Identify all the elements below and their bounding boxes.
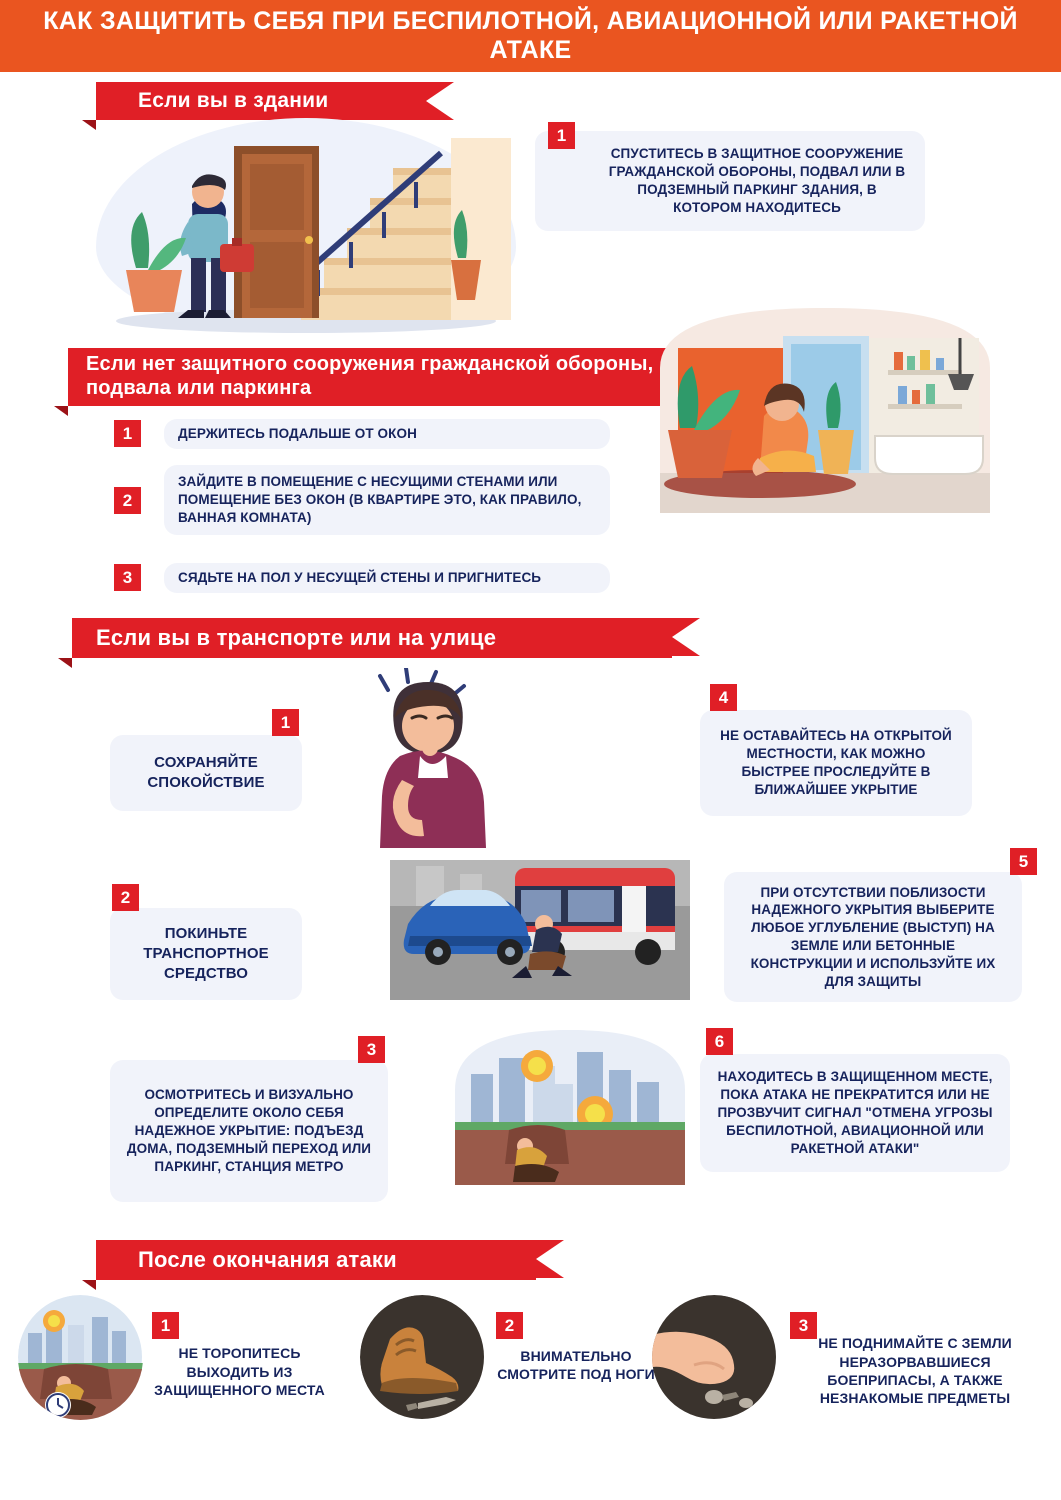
ribbon-tail bbox=[58, 658, 72, 668]
step-number-badge: 4 bbox=[710, 684, 737, 711]
woman-sitting-bathroom-svg bbox=[660, 308, 990, 513]
ribbon-tail bbox=[82, 1280, 96, 1290]
step-card-text: ВНИМАТЕЛЬНО СМОТРИТЕ ПОД НОГИ bbox=[497, 1347, 655, 1382]
worried-woman-svg bbox=[360, 668, 520, 848]
step-number-badge: 2 bbox=[112, 884, 139, 911]
step-number-badge: 3 bbox=[790, 1312, 817, 1339]
woman-sitting-bathroom-illustration bbox=[660, 308, 990, 513]
step-card-text: НЕ ПОДНИМАЙТЕ С ЗЕМЛИ НЕРАЗОРВАВШИЕСЯ БОЕПРИПАСЫ, А ТАКЖЕ НЕЗНАКОМЫЕ ПРЕДМЕТЫ bbox=[818, 1335, 1012, 1407]
man-leaving-apartment-illustration bbox=[96, 118, 516, 333]
banner-after-attack bbox=[96, 1240, 536, 1280]
footer-spacer bbox=[0, 1456, 1061, 1500]
step-card-street-6 bbox=[700, 1054, 1010, 1172]
step-number-badge: 3 bbox=[114, 564, 141, 591]
ribbon-tail bbox=[54, 406, 68, 416]
step-card-text: НЕ ТОРОПИТЕСЬ ВЫХОДИТЬ ИЗ ЗАЩИЩЕННОГО МЕСТА bbox=[154, 1345, 325, 1399]
banner-in-building bbox=[96, 82, 426, 120]
banner-transport-street-label: Если вы в транспорте или на улице bbox=[96, 625, 497, 650]
step-card-text: ПОКИНЬТЕ ТРАНСПОРТНОЕ СРЕДСТВО bbox=[143, 925, 269, 982]
boot-munition-svg bbox=[360, 1295, 485, 1420]
step-card-street-3 bbox=[110, 1060, 388, 1202]
step-card-text: СПУСТИТЕСЬ В ЗАЩИТНОЕ СООРУЖЕНИЕ ГРАЖДАНСКОЙ ОБОРОНЫ, ПОДВАЛ ИЛИ В ПОДЗЕМНЫЙ ПАРКИНГ ЗДАНИЯ, В КОТОРОМ НАХОДИТЕСЬ bbox=[608, 146, 906, 215]
step-card-text: ДЕРЖИТЕСЬ ПОДАЛЬШЕ ОТ ОКОН bbox=[178, 426, 417, 442]
hand-reaching-munition-illustration bbox=[652, 1295, 777, 1420]
banner-after-attack-label: После окончания атаки bbox=[138, 1247, 397, 1272]
step-number-badge: 1 bbox=[548, 122, 575, 149]
step-card-street-5 bbox=[724, 872, 1022, 1002]
step-card-after-3 bbox=[790, 1326, 1040, 1416]
step-number-badge: 6 bbox=[706, 1028, 733, 1055]
page-header bbox=[0, 0, 1061, 72]
banner-no-shelter-label: Если нет защитного сооружения гражданской обороны, подвала или паркинга bbox=[86, 353, 654, 399]
person-in-trench-city-explosion-illustration bbox=[455, 1030, 685, 1185]
step-card-no-shelter-1 bbox=[164, 419, 610, 449]
step-card-street-2 bbox=[110, 908, 302, 1000]
step-card-in-building-1 bbox=[535, 131, 925, 231]
banner-no-shelter bbox=[68, 348, 668, 406]
step-card-no-shelter-3 bbox=[164, 563, 610, 593]
step-card-text: НАХОДИТЕСЬ В ЗАЩИЩЕННОМ МЕСТЕ, ПОКА АТАКА НЕ ПРЕКРАТИТСЯ ИЛИ НЕ ПРОЗВУЧИТ СИГНАЛ "ОТМЕНА УГРОЗЫ БЕСПИЛОТНОЙ, АВИАЦИОННОЙ ИЛИ РАКЕТНОЙ АТАКИ" bbox=[717, 1069, 993, 1156]
step-number-badge: 2 bbox=[496, 1312, 523, 1339]
banner-transport-street bbox=[72, 618, 672, 658]
boot-and-munition-illustration bbox=[360, 1295, 485, 1420]
man-leaving-apartment-svg bbox=[96, 118, 516, 333]
step-card-street-1 bbox=[110, 735, 302, 811]
shelter-clock-svg bbox=[18, 1295, 143, 1420]
step-card-text: НЕ ОСТАВАЙТЕСЬ НА ОТКРЫТОЙ МЕСТНОСТИ, КАК МОЖНО БЫСТРЕЕ ПРОСЛЕДУЙТЕ В БЛИЖАЙШЕЕ УКРЫТИЕ bbox=[720, 728, 952, 797]
step-number-badge: 1 bbox=[152, 1312, 179, 1339]
shelter-clock-illustration bbox=[18, 1295, 143, 1420]
person-leaving-car-bus-svg bbox=[390, 860, 690, 1000]
step-card-text: СОХРАНЯЙТЕ СПОКОЙСТВИЕ bbox=[147, 754, 265, 791]
step-number-badge: 2 bbox=[114, 487, 141, 514]
banner-in-building-label: Если вы в здании bbox=[138, 89, 329, 112]
step-card-text: СЯДЬТЕ НА ПОЛ У НЕСУЩЕЙ СТЕНЫ И ПРИГНИТЕСЬ bbox=[178, 570, 542, 586]
step-card-text: ПРИ ОТСУТСТВИИ ПОБЛИЗОСТИ НАДЕЖНОГО УКРЫТИЯ ВЫБЕРИТЕ ЛЮБОЕ УГЛУБЛЕНИЕ (ВЫСТУП) НА ЗЕМЛЕ ИЛИ БЕТОННЫЕ КОНСТРУКЦИИ И ИСПОЛЬЗУЙТЕ ИХ ДЛЯ ЗАЩИТЫ bbox=[750, 884, 996, 989]
step-number-badge: 1 bbox=[272, 709, 299, 736]
step-card-after-2 bbox=[496, 1330, 656, 1400]
page-title: КАК ЗАЩИТИТЬ СЕБЯ ПРИ БЕСПИЛОТНОЙ, АВИАЦИОННОЙ ИЛИ РАКЕТНОЙ АТАКЕ bbox=[43, 6, 1018, 64]
step-number-badge: 3 bbox=[358, 1036, 385, 1063]
step-card-after-1 bbox=[152, 1330, 327, 1414]
worried-woman-illustration bbox=[360, 668, 520, 848]
step-card-street-4 bbox=[700, 710, 972, 816]
person-leaving-car-bus-illustration bbox=[390, 860, 690, 1000]
person-in-trench-svg bbox=[455, 1030, 685, 1185]
step-number-badge: 5 bbox=[1010, 848, 1037, 875]
ribbon-tail bbox=[82, 120, 96, 130]
step-card-text: ОСМОТРИТЕСЬ И ВИЗУАЛЬНО ОПРЕДЕЛИТЕ ОКОЛО СЕБЯ НАДЕЖНОЕ УКРЫТИЕ: ПОДЪЕЗД ДОМА, ПОДЗЕМНЫЙ ПЕРЕХОД ИЛИ ПАРКИНГ, СТАНЦИЯ МЕТРО bbox=[126, 1087, 372, 1174]
step-card-no-shelter-2 bbox=[164, 465, 610, 535]
hand-munition-svg bbox=[652, 1295, 777, 1420]
step-number-badge: 1 bbox=[114, 420, 141, 447]
step-card-text: ЗАЙДИТЕ В ПОМЕЩЕНИЕ С НЕСУЩИМИ СТЕНАМИ ИЛИ ПОМЕЩЕНИЕ БЕЗ ОКОН (В КВАРТИРЕ ЭТО, КАК ПРАВИЛО, ВАННАЯ КОМНАТА) bbox=[178, 474, 582, 525]
